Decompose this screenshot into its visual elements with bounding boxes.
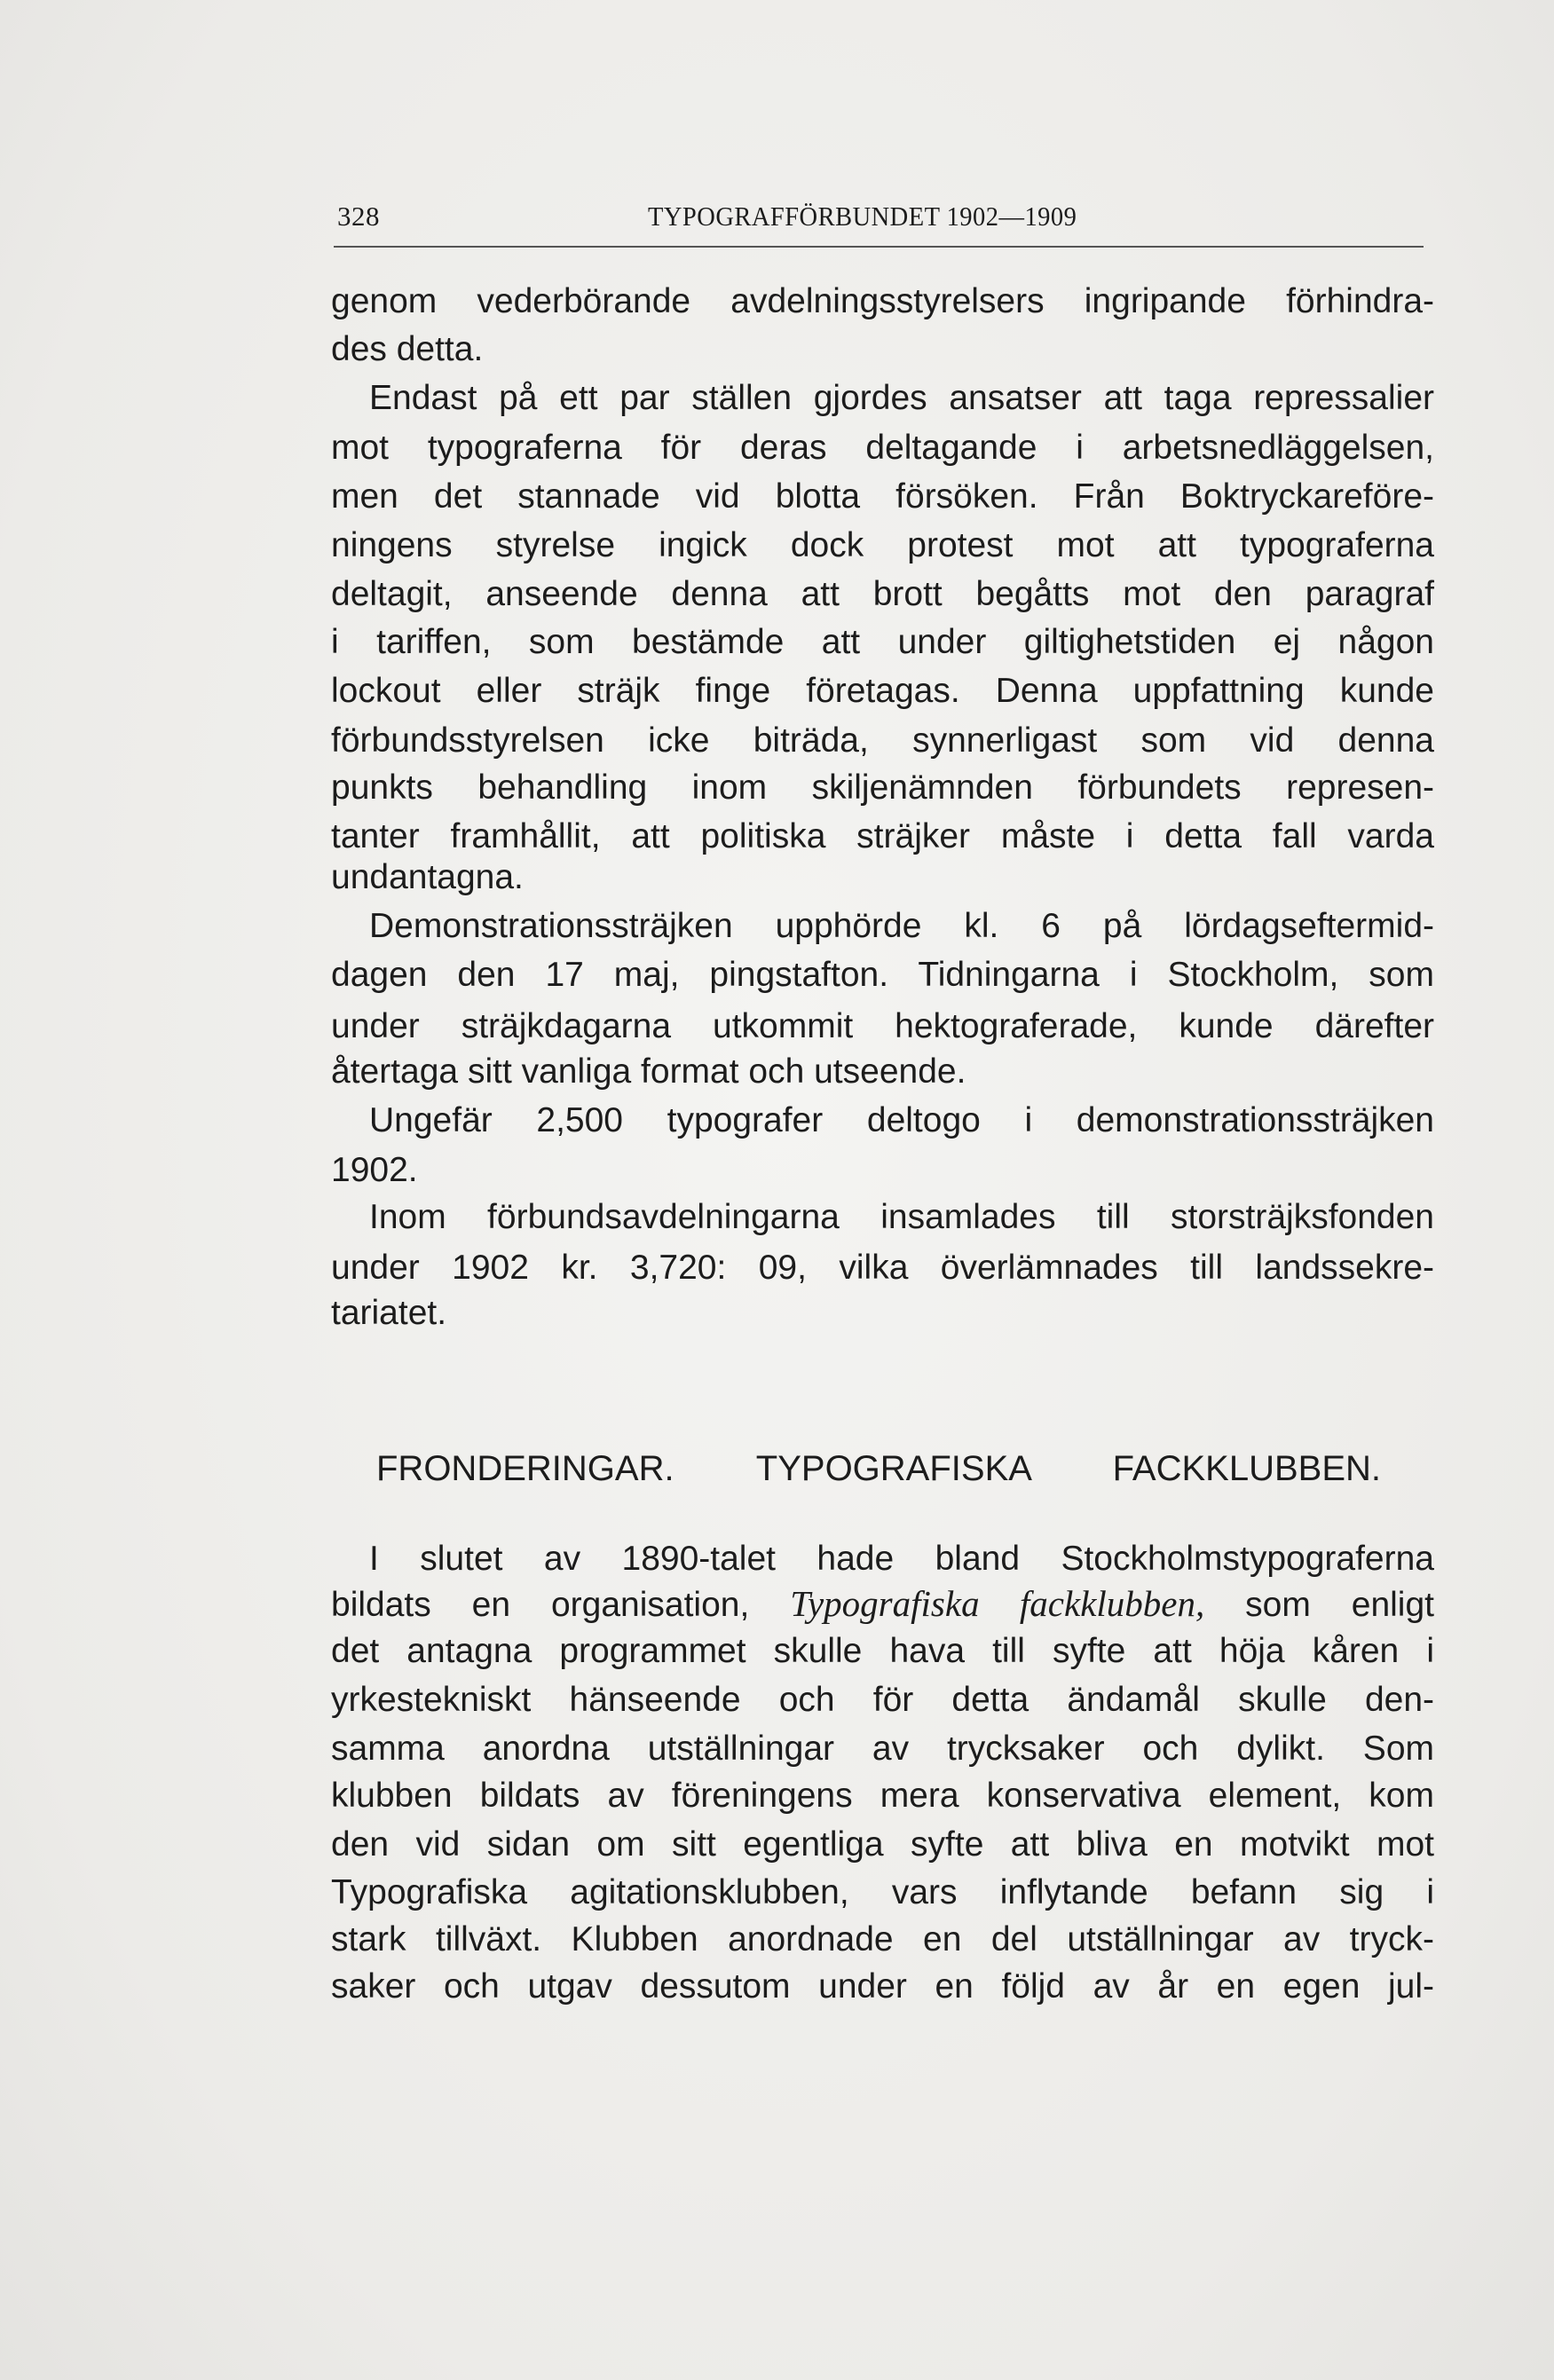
line-text: deltagit, anseende denna att brott begåtts mot den paragraf	[331, 575, 1434, 613]
text-line	[369, 1534, 1434, 1583]
line-text: under sträjkdagarna utkommit hektograferade, kunde därefter	[331, 1007, 1434, 1045]
text-line	[331, 666, 1434, 715]
line-text: i tariffen, som bestämde att under giltighetstiden ej någon	[331, 623, 1434, 661]
text-line	[331, 1675, 1434, 1724]
text-line	[331, 1047, 1434, 1096]
line-text: återtaga sitt vanliga format och utseende.	[331, 1052, 966, 1091]
page-number: 328	[337, 201, 380, 232]
text-line	[331, 1002, 1434, 1051]
header-rule	[334, 246, 1424, 248]
text-line	[331, 521, 1434, 570]
line-text: I slutet av 1890-talet hade bland Stockholmstypograferna	[369, 1540, 1434, 1578]
line-text: genom vederbörande avdelningsstyrelsers ingripande förhindra-	[331, 282, 1434, 320]
text-line	[369, 902, 1434, 950]
line-text: men det stannade vid blotta försöken. Från Boktryckareföre-	[331, 477, 1434, 516]
text-line	[331, 1771, 1434, 1820]
text-line	[331, 1962, 1434, 2011]
line-text: Endast på ett par ställen gjordes ansatser att taga repressalier	[369, 379, 1434, 417]
line-text: Ungefär 2,500 typografer deltogo i demonstrationssträjken	[369, 1101, 1434, 1139]
line-text: Inom förbundsavdelningarna insamlades till storsträjksfonden	[369, 1198, 1434, 1236]
text-line	[331, 1289, 1434, 1337]
line-text: des detta.	[331, 330, 484, 368]
line-text: klubben bildats av föreningens mera konservativa element, kom	[331, 1777, 1434, 1815]
text-line	[369, 1193, 1434, 1241]
text-line	[331, 1724, 1434, 1773]
line-text: yrkestekniskt hänseende och för detta ändamål skulle den-	[331, 1681, 1434, 1719]
italic-title: Typografiska fackklubben,	[790, 1583, 1205, 1624]
text-line	[331, 716, 1434, 765]
running-head: TYPOGRAFFÖRBUNDET 1902—1909	[648, 201, 1077, 232]
line-text: 1902.	[331, 1151, 418, 1189]
line-text: punkts behandling inom skiljenämnden förbundets represen-	[331, 768, 1434, 807]
line-text: dagen den 17 maj, pingstafton. Tidningarna i Stockholm, som	[331, 956, 1434, 994]
line-text: bildats en organisation,	[331, 1586, 791, 1624]
text-line	[331, 1243, 1434, 1292]
text-line	[331, 950, 1434, 999]
line-text: saker och utgav dessutom under en följd av år en egen jul-	[331, 1967, 1434, 2006]
text-line	[331, 423, 1434, 472]
line-text: tariatet.	[331, 1294, 447, 1332]
text-line	[331, 570, 1434, 619]
text-line	[331, 277, 1434, 326]
line-text: mot typograferna för deras deltagande i arbetsnedläggelsen,	[331, 429, 1434, 467]
line-text: det antagna programmet skulle hava till syfte att höja kåren i	[331, 1632, 1434, 1670]
line-text: undantagna.	[331, 858, 524, 896]
line-text: lockout eller sträjk finge företagas. Denna uppfattning kunde	[331, 672, 1434, 710]
text-line	[331, 1868, 1434, 1917]
text-line	[331, 1820, 1434, 1869]
text-line	[331, 1627, 1434, 1675]
text-line	[331, 1580, 1434, 1628]
line-text: Demonstrationssträjken upphörde kl. 6 på lördagseftermid-	[369, 907, 1434, 945]
text-line	[331, 618, 1434, 666]
text-line	[331, 325, 1434, 374]
line-text: tanter framhållit, att politiska sträjker måste i detta fall varda	[331, 817, 1434, 855]
line-text: Typografiska agitationsklubben, vars inflytande befann sig i	[331, 1873, 1434, 1911]
text-line	[331, 1915, 1434, 1964]
text-line	[331, 853, 1434, 902]
line-text: ningens styrelse ingick dock protest mot att typograferna	[331, 526, 1434, 564]
line-text: stark tillväxt. Klubben anordnade en del utställningar av tryck-	[331, 1920, 1434, 1958]
line-text: samma anordna utställningar av trycksaker och dylikt. Som	[331, 1730, 1434, 1768]
text-line	[369, 1096, 1434, 1145]
text-line	[331, 1146, 1434, 1194]
section-heading: FRONDERINGAR. TYPOGRAFISKA FACKKLUBBEN.	[376, 1449, 1381, 1488]
text-line	[331, 472, 1434, 521]
line-text: som enligt	[1204, 1586, 1434, 1624]
line-text: den vid sidan om sitt egentliga syfte att bliva en motvikt mot	[331, 1825, 1434, 1864]
text-line	[331, 763, 1434, 812]
line-text: förbundsstyrelsen icke biträda, synnerligast som vid denna	[331, 721, 1434, 760]
text-line	[369, 374, 1434, 422]
line-text: under 1902 kr. 3,720: 09, vilka överlämnades till landssekre-	[331, 1249, 1434, 1287]
